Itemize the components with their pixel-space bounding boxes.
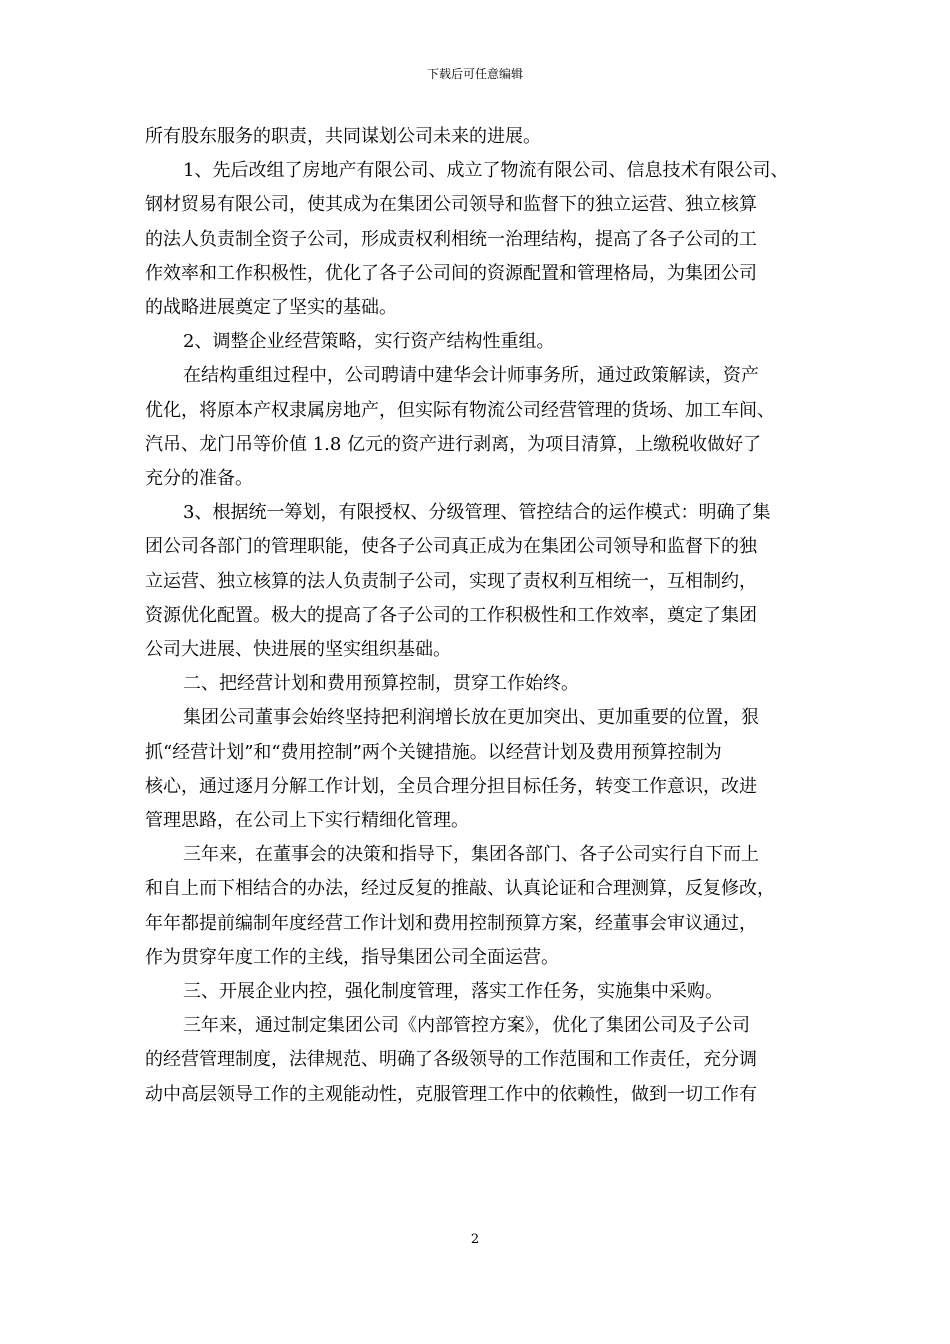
paragraph-board: 集团公司董事会始终坚持把利润增长放在更加突出、更加重要的位置，狠 [183,707,759,729]
paragraph-restructuring: 在结构重组过程中，公司聘请中建华会计师事务所，通过政策解读，资产 [183,365,759,387]
paragraph-item-3: 3、根据统一筹划，有限授权、分级管理、管控结合的运作模式：明确了集 [183,502,771,524]
text-line: 立运营、独立核算的法人负责制子公司，实现了责权利互相统一，互相制约， [145,570,757,592]
paragraph-item-1: 1、先后改组了房地产有限公司、成立了物流有限公司、信息技术有限公司、 [183,160,789,182]
text-line: 作为贯穿年度工作的主线，指导集团公司全面运营。 [145,946,559,968]
text-line: 优化，将原本产权隶属房地产，但实际有物流公司经营管理的货场、加工车间、 [145,399,775,421]
text-line: 年年都提前编制年度经营工作计划和费用控制预算方案，经董事会审议通过， [145,912,757,934]
text-line: 的战略进展奠定了坚实的基础。 [145,297,397,319]
text-line: 充分的准备。 [145,468,253,490]
text-line: 管理思路，在公司上下实行精细化管理。 [145,810,469,832]
text-line: 团公司各部门的管理职能，使各子公司真正成为在集团公司领导和监督下的独 [145,536,757,558]
text-line: 汽吊、龙门吊等价值 1.8 亿元的资产进行剥离，为项目清算，上缴税收做好了 [145,433,762,455]
text-line: 抓“经营计划”和“费用控制”两个关键措施。以经营计划及费用预算控制为 [145,741,722,763]
text-line: 资源优化配置。极大的提高了各子公司的工作积极性和工作效率，奠定了集团 [145,604,757,626]
paragraph-internal-control: 三年来，通过制定集团公司《内部管控方案》，优化了集团公司及子公司 [183,1015,750,1037]
text-line: 公司大进展、快进展的坚实组织基础。 [145,639,451,661]
text-line: 的经营管理制度，法律规范、明确了各级领导的工作范围和工作责任，充分调 [145,1049,757,1071]
text-line: 钢材贸易有限公司，使其成为在集团公司领导和监督下的独立运营、独立核算 [145,194,757,216]
text-line: 动中高层领导工作的主观能动性，克服管理工作中的依赖性，做到一切工作有 [145,1083,757,1105]
text-line: 和自上而下相结合的办法，经过反复的推敲、认真论证和合理测算，反复修改， [145,878,775,900]
section-heading-3: 三、开展企业内控，强化制度管理，落实工作任务，实施集中采购。 [183,981,723,1003]
paragraph-three-years: 三年来，在董事会的决策和指导下，集团各部门、各子公司实行自下而上 [183,844,759,866]
text-line-continuation: 所有股东服务的职责，共同谋划公司未来的进展。 [145,126,541,147]
document-body [145,120,809,1112]
section-heading-2: 二、把经营计划和费用预算控制，贯穿工作始终。 [183,673,579,695]
page-header: 下载后可任意编辑 [426,67,523,81]
text-line: 作效率和工作积极性，优化了各子公司间的资源配置和管理格局，为集团公司 [145,262,757,284]
page-number: 2 [470,1232,480,1247]
text-line: 的法人负责制全资子公司，形成责权利相统一治理结构，提高了各子公司的工 [145,228,757,250]
text-line: 核心，通过逐月分解工作计划，全员合理分担目标任务，转变工作意识，改进 [145,775,757,797]
paragraph-item-2: 2、调整企业经营策略，实行资产结构性重组。 [183,331,555,353]
